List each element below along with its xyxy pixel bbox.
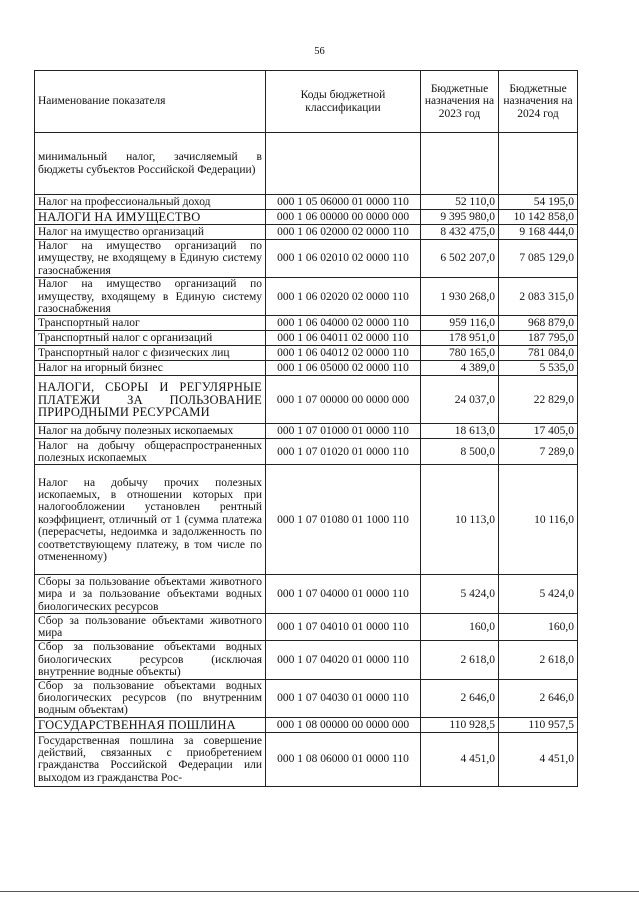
- row-value-2024: 9 168 444,0: [499, 225, 578, 240]
- table-row: [35, 195, 578, 210]
- table-row: [35, 331, 578, 346]
- row-value-2024: [499, 133, 578, 195]
- row-code: 000 1 05 06000 01 0000 110: [266, 195, 421, 210]
- row-name: Налог на игорный бизнес: [35, 361, 266, 376]
- table-row: [35, 210, 578, 225]
- row-value-2024: 17 405,0: [499, 424, 578, 439]
- row-value-2023: 6 502 207,0: [421, 240, 499, 278]
- row-value-2023: 178 951,0: [421, 331, 499, 346]
- row-name: НАЛОГИ НА ИМУЩЕСТВО: [35, 210, 266, 225]
- row-value-2023: 5 424,0: [421, 575, 499, 614]
- table-row: [35, 376, 578, 424]
- row-code: 000 1 07 00000 00 0000 000: [266, 376, 421, 424]
- row-value-2024: 187 795,0: [499, 331, 578, 346]
- row-value-2024: 160,0: [499, 614, 578, 641]
- page-number: 56: [314, 46, 325, 57]
- row-name: Транспортный налог с организаций: [35, 331, 266, 346]
- row-code: 000 1 06 04012 02 0000 110: [266, 346, 421, 361]
- table-row: [35, 225, 578, 240]
- row-name: Транспортный налог: [35, 316, 266, 331]
- row-value-2023: 18 613,0: [421, 424, 499, 439]
- row-value-2023: 8 500,0: [421, 439, 499, 465]
- row-name: Государственная пошлина за совершение действий, связанных с приобретением гражданства Российской Федерации или выходом из гражданства Рос-: [35, 732, 266, 786]
- table-row: [35, 278, 578, 316]
- row-value-2023: [421, 133, 499, 195]
- row-value-2024: 2 618,0: [499, 641, 578, 679]
- row-value-2024: 7 289,0: [499, 439, 578, 465]
- row-name: Налог на профессиональный доход: [35, 195, 266, 210]
- row-code: 000 1 07 01080 01 1000 110: [266, 465, 421, 575]
- row-code: 000 1 07 01020 01 0000 110: [266, 439, 421, 465]
- row-value-2023: 10 113,0: [421, 465, 499, 575]
- row-code: 000 1 06 02010 02 0000 110: [266, 240, 421, 278]
- row-value-2024: 10 142 858,0: [499, 210, 578, 225]
- row-code: 000 1 06 04011 02 0000 110: [266, 331, 421, 346]
- row-code: 000 1 06 02000 02 0000 110: [266, 225, 421, 240]
- table-row: [35, 614, 578, 641]
- table-header-row: [35, 71, 578, 133]
- table-row: [35, 316, 578, 331]
- table-row: [35, 641, 578, 679]
- row-value-2024: 968 879,0: [499, 316, 578, 331]
- row-name: Сбор за пользование объектами животного мира: [35, 614, 266, 641]
- table-row: [35, 717, 578, 732]
- header-2024: Бюджетные назначения на 2024 год: [499, 71, 578, 133]
- row-value-2024: 110 957,5: [499, 717, 578, 732]
- row-value-2023: 110 928,5: [421, 717, 499, 732]
- row-value-2024: 5 535,0: [499, 361, 578, 376]
- row-value-2024: 10 116,0: [499, 465, 578, 575]
- row-name: Налог на добычу прочих полезных ископаемых, в отношении которых при налогообложении установлен рентный коэффициент, отличный от 1 (сумма платежа (перерасчеты, недоимка и задолженность по соответствующему платежу, в том числе по отмененному): [35, 465, 266, 575]
- row-name: Налог на имущество организаций по имуществу, входящему в Единую систему газоснабжения: [35, 278, 266, 316]
- row-name: Налог на добычу полезных ископаемых: [35, 424, 266, 439]
- row-value-2023: 160,0: [421, 614, 499, 641]
- row-code: [266, 133, 421, 195]
- row-name: Налог на добычу общераспространенных полезных ископаемых: [35, 439, 266, 465]
- row-value-2023: 24 037,0: [421, 376, 499, 424]
- table-row: [35, 346, 578, 361]
- row-code: 000 1 06 02020 02 0000 110: [266, 278, 421, 316]
- row-value-2024: 781 084,0: [499, 346, 578, 361]
- row-name: Налог на имущество организаций по имуществу, не входящему в Единую систему газоснабжения: [35, 240, 266, 278]
- row-value-2023: 8 432 475,0: [421, 225, 499, 240]
- row-code: 000 1 08 00000 00 0000 000: [266, 717, 421, 732]
- table-row: [35, 133, 578, 195]
- row-name: ГОСУДАРСТВЕННАЯ ПОШЛИНА: [35, 717, 266, 732]
- header-code: Коды бюджетной классификации: [266, 71, 421, 133]
- row-value-2024: 2 083 315,0: [499, 278, 578, 316]
- row-value-2023: 52 110,0: [421, 195, 499, 210]
- table-row: [35, 240, 578, 278]
- table-row: [35, 465, 578, 575]
- header-2023: Бюджетные назначения на 2023 год: [421, 71, 499, 133]
- row-code: 000 1 08 06000 01 0000 110: [266, 732, 421, 786]
- table-row: [35, 424, 578, 439]
- header-name: Наименование показателя: [35, 71, 266, 133]
- table-row: [35, 439, 578, 465]
- row-value-2023: 2 618,0: [421, 641, 499, 679]
- budget-table: [34, 70, 578, 787]
- row-value-2023: 959 116,0: [421, 316, 499, 331]
- row-name: Транспортный налог с физических лиц: [35, 346, 266, 361]
- row-code: 000 1 06 05000 02 0000 110: [266, 361, 421, 376]
- row-code: 000 1 07 04020 01 0000 110: [266, 641, 421, 679]
- row-name: Сборы за пользование объектами животного мира и за пользование объектами водных биологических ресурсов: [35, 575, 266, 614]
- row-code: 000 1 06 04000 02 0000 110: [266, 316, 421, 331]
- row-name: Налог на имущество организаций: [35, 225, 266, 240]
- row-value-2023: 2 646,0: [421, 679, 499, 717]
- row-code: 000 1 07 04030 01 0000 110: [266, 679, 421, 717]
- row-code: 000 1 07 01000 01 0000 110: [266, 424, 421, 439]
- row-value-2023: 780 165,0: [421, 346, 499, 361]
- table-row: [35, 361, 578, 376]
- row-code: 000 1 06 00000 00 0000 000: [266, 210, 421, 225]
- row-value-2023: 4 451,0: [421, 732, 499, 786]
- row-value-2024: 54 195,0: [499, 195, 578, 210]
- row-value-2024: 5 424,0: [499, 575, 578, 614]
- row-value-2024: 2 646,0: [499, 679, 578, 717]
- row-name: минимальный налог, зачисляемый в бюджеты субъектов Российской Федерации): [35, 133, 266, 195]
- row-name: Сбор за пользование объектами водных биологических ресурсов (по внутренним водным объектам): [35, 679, 266, 717]
- row-value-2024: 7 085 129,0: [499, 240, 578, 278]
- row-code: 000 1 07 04000 01 0000 110: [266, 575, 421, 614]
- bottom-rule: [0, 891, 639, 892]
- row-code: 000 1 07 04010 01 0000 110: [266, 614, 421, 641]
- table-row: [35, 732, 578, 786]
- row-value-2024: 22 829,0: [499, 376, 578, 424]
- row-name: НАЛОГИ, СБОРЫ И РЕГУЛЯРНЫЕ ПЛАТЕЖИ ЗА ПОЛЬЗОВАНИЕ ПРИРОДНЫМИ РЕСУРСАМИ: [35, 376, 266, 424]
- row-value-2023: 4 389,0: [421, 361, 499, 376]
- row-value-2023: 1 930 268,0: [421, 278, 499, 316]
- row-name: Сбор за пользование объектами водных биологических ресурсов (исключая внутренние водные объекты): [35, 641, 266, 679]
- row-value-2024: 4 451,0: [499, 732, 578, 786]
- table-row: [35, 679, 578, 717]
- table-row: [35, 575, 578, 614]
- row-value-2023: 9 395 980,0: [421, 210, 499, 225]
